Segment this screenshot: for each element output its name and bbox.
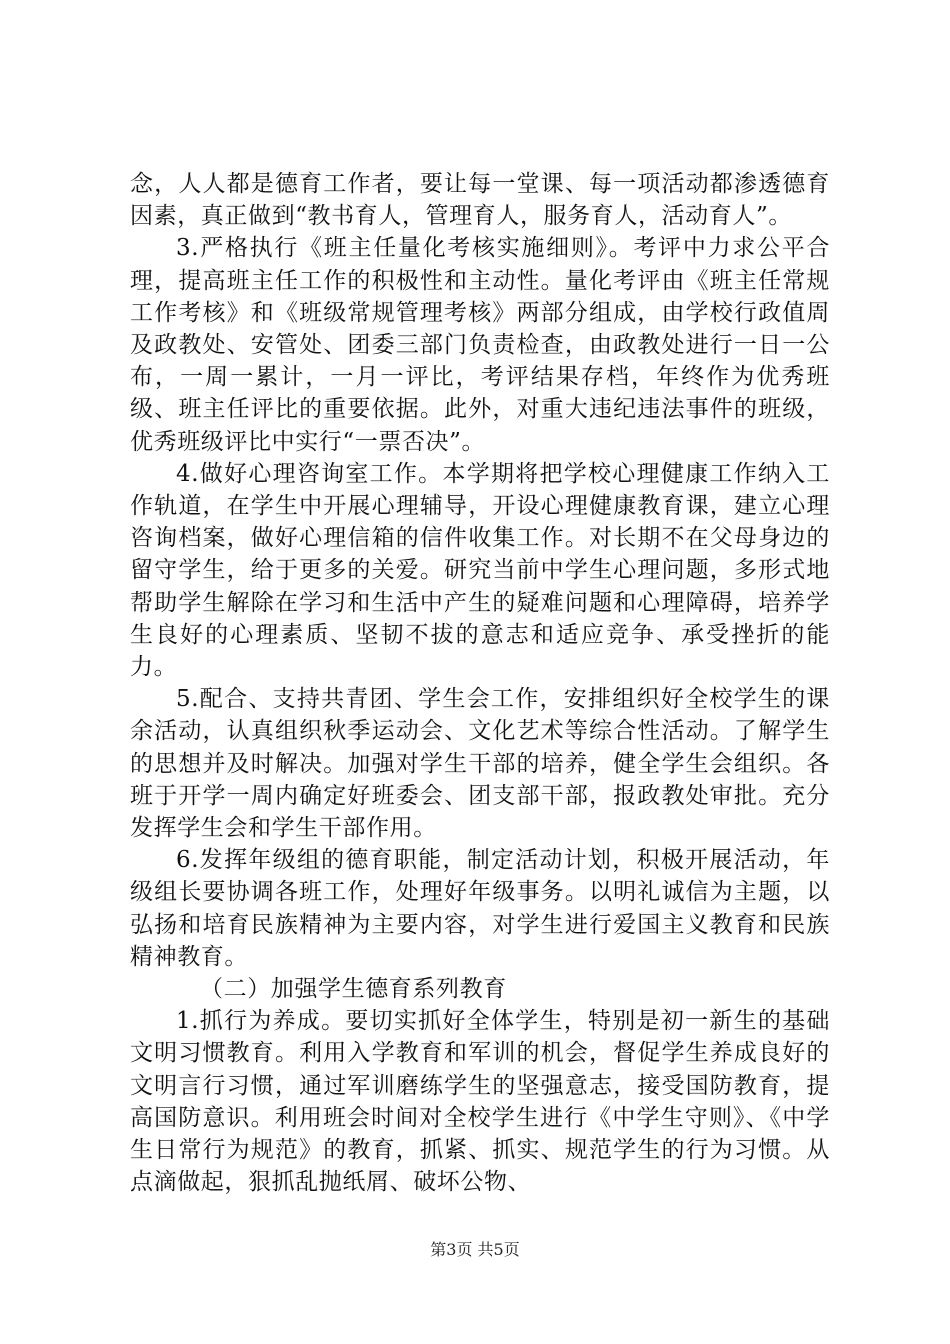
page-number-footer: 第3页 共5页	[430, 1240, 520, 1259]
paragraph-item-5: 5.配合、支持共青团、学生会工作，安排组织好全校学生的课余活动，认真组织秋季运动会、文化艺术等综合性活动。了解学生的思想并及时解决。加强对学生干部的培养，健全学生会组织。各班于开学一周内确定好班委会、团支部干部，报政教处审批。充分发挥学生会和学生干部作用。	[130, 686, 830, 842]
paragraph-item-4: 4.做好心理咨询室工作。本学期将把学校心理健康工作纳入工作轨道，在学生中开展心理辅导，开设心理健康教育课，建立心理咨询档案，做好心理信箱的信件收集工作。对长期不在父母身边的留守学生，给于更多的关爱。研究当前中学生心理问题，多形式地帮助学生解除在学习和生活中产生的疑难问题和心理障碍，培养学生良好的心理素质、坚韧不拔的意志和适应竞争、承受挫折的能力。	[130, 460, 830, 681]
document-body	[130, 168, 830, 1199]
paragraph-continuation: 念，人人都是德育工作者，要让每一堂课、每一项活动都渗透德育因素，真正做到“教书育人，管理育人，服务育人，活动育人”。	[130, 171, 830, 230]
paragraph-item-6: 6.发挥年级组的德育职能，制定活动计划，积极开展活动，年级组长要协调各班工作，处理好年级事务。以明礼诚信为主题，以弘扬和培育民族精神为主要内容，对学生进行爱国主义教育和民族精神教育。	[130, 847, 830, 970]
paragraph-item-3: 3.严格执行《班主任量化考核实施细则》。考评中力求公平合理，提高班主任工作的积极性和主动性。量化考评由《班主任常规工作考核》和《班级常规管理考核》两部分组成，由学校行政值周及政教处、安管处、团委三部门负责检查，由政教处进行一日一公布，一周一累计，一月一评比，考评结果存档，年终作为优秀班级、班主任评比的重要依据。此外，对重大违纪违法事件的班级，优秀班级评比中实行“一票否决”。	[130, 235, 830, 455]
paragraph-behavior-habits: 1.抓行为养成。要切实抓好全体学生，特别是初一新生的基础文明习惯教育。利用入学教育和军训的机会，督促学生养成良好的文明言行习惯，通过军训磨练学生的坚强意志，接受国防教育，提高国防意识。利用班会时间对全校学生进行《中学生守则》、《中学生日常行为规范》的教育，抓紧、抓实、规范学生的行为习惯。从点滴做起，狠抓乱抛纸屑、破坏公物、	[130, 1008, 830, 1196]
section-heading: （二）加强学生德育系列教育	[200, 976, 507, 1003]
